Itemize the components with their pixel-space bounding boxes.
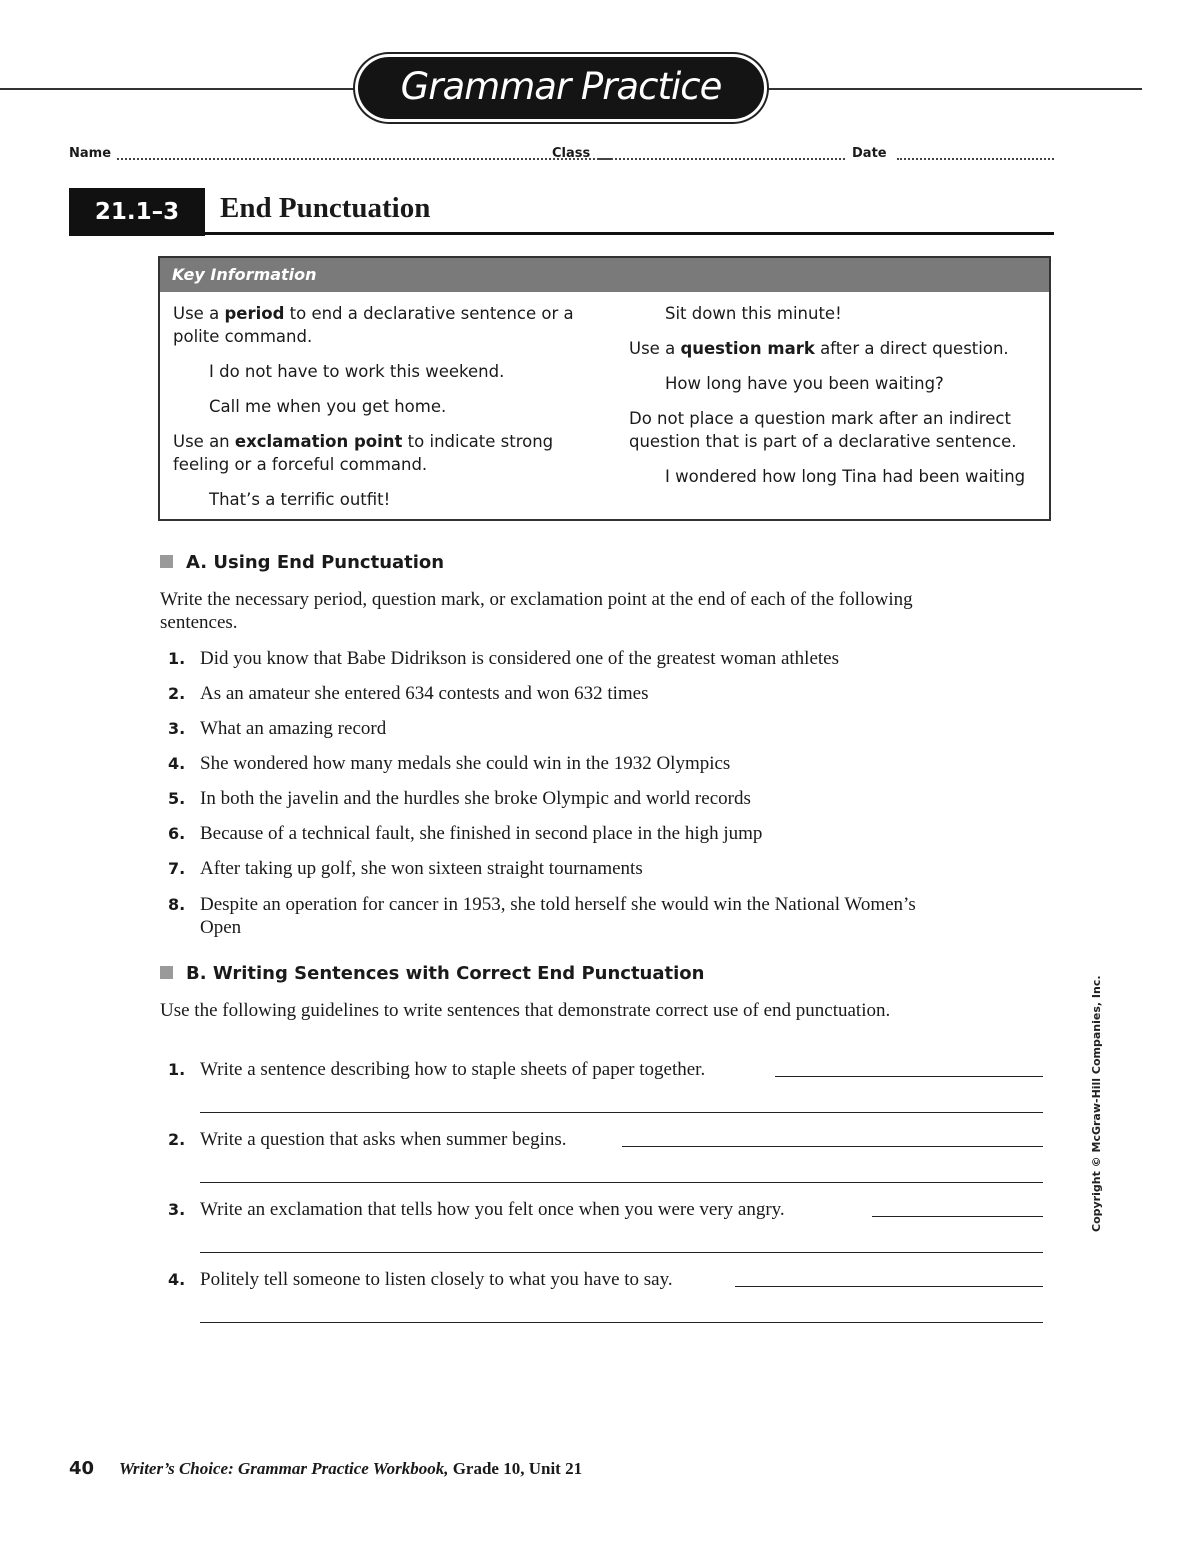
exclamation-term: exclamation point: [234, 432, 403, 451]
part-a-item: [168, 822, 958, 845]
key-left-column: [173, 302, 583, 511]
square-bullet-icon: [160, 966, 173, 979]
answer-line[interactable]: [200, 1322, 1043, 1323]
period-example-1: I do not have to work this weekend.: [209, 362, 505, 381]
item-text: Did you know that Babe Didrikson is considered one of the greatest woman athletes: [200, 648, 839, 669]
item-number: 1.: [168, 1060, 186, 1079]
period-rule-pre: Use a: [173, 304, 225, 323]
exclamation-rule-pre: Use an: [173, 432, 235, 451]
answer-line[interactable]: [775, 1076, 1043, 1077]
question-rule-pre: Use a: [629, 339, 681, 358]
item-number: 3.: [168, 1200, 186, 1219]
item-text: In both the javelin and the hurdles she broke Olympic and world records: [200, 788, 751, 809]
answer-line[interactable]: [735, 1286, 1043, 1287]
answer-line[interactable]: [872, 1216, 1043, 1217]
question-rule: [629, 337, 1047, 360]
period-example-2: Call me when you get home.: [209, 397, 447, 416]
period-rule: [173, 302, 583, 348]
key-right-column: [629, 302, 1047, 488]
item-text: Because of a technical fault, she finished in second place in the high jump: [200, 823, 763, 844]
item-text: Politely tell someone to listen closely to what you have to say.: [200, 1269, 673, 1290]
part-a-item: [168, 647, 958, 670]
item-number: 4.: [168, 754, 186, 773]
part-a-item: [168, 893, 948, 939]
part-a-item: [168, 787, 958, 810]
item-number: 1.: [168, 649, 186, 668]
name-class-date-row: [69, 146, 1054, 166]
item-number: 5.: [168, 789, 186, 808]
item-text: What an amazing record: [200, 718, 387, 739]
exclamation-rule: [173, 430, 583, 476]
class-field[interactable]: [599, 158, 845, 160]
exclamation-rule-post: to indicate strong feeling or a forceful command.: [173, 432, 554, 474]
part-b-instructions: Use the following guidelines to write sentences that demonstrate correct use of end punctuation.: [160, 1000, 891, 1021]
question-rule-post: after a direct question.: [814, 339, 1009, 358]
part-b-item: [168, 1268, 958, 1291]
section-number: 21.1–3: [69, 188, 205, 236]
item-text: Write a sentence describing how to staple sheets of paper together.: [200, 1059, 706, 1080]
part-a-heading-text: A. Using End Punctuation: [186, 552, 445, 573]
part-b-item: [168, 1198, 958, 1221]
indirect-question-example: I wondered how long Tina had been waiting: [665, 467, 1026, 486]
part-b-item: [168, 1128, 958, 1151]
question-example: How long have you been waiting?: [665, 374, 944, 393]
key-information-heading: Key Information: [160, 258, 1049, 292]
section-title: End Punctuation: [220, 192, 431, 224]
name-label: Name: [69, 146, 112, 161]
item-number: 7.: [168, 859, 186, 878]
key-information-box: [158, 256, 1051, 521]
square-bullet-icon: [160, 555, 173, 568]
item-text: After taking up golf, she won sixteen straight tournaments: [200, 858, 643, 879]
item-number: 6.: [168, 824, 186, 843]
item-number: 4.: [168, 1270, 186, 1289]
section-rule: [205, 232, 1054, 235]
footer-citation: [119, 1459, 582, 1479]
grade-unit: Grade 10, Unit 21: [448, 1459, 583, 1478]
item-number: 8.: [168, 895, 186, 914]
period-rule-post: to end a declarative sentence or a polite command.: [173, 304, 574, 346]
question-term: question mark: [680, 339, 815, 358]
item-text: Write a question that asks when summer begins.: [200, 1129, 567, 1150]
item-text: She wondered how many medals she could win in the 1932 Olympics: [200, 753, 731, 774]
part-a-item: [168, 717, 958, 740]
exclamation-example: That’s a terrific outfit!: [209, 490, 391, 509]
name-field[interactable]: [117, 158, 611, 160]
item-number: 2.: [168, 1130, 186, 1149]
class-label: Class: [552, 146, 591, 161]
period-term: period: [224, 304, 285, 323]
part-a-item: [168, 682, 958, 705]
date-label: Date: [852, 146, 887, 161]
answer-line[interactable]: [200, 1182, 1043, 1183]
indirect-question-rule: Do not place a question mark after an indirect question that is part of a declarative sentence.: [629, 409, 1017, 451]
item-text: As an amateur she entered 634 contests and won 632 times: [200, 683, 649, 704]
item-text: Write an exclamation that tells how you felt once when you were very angry.: [200, 1199, 785, 1220]
item-number: 2.: [168, 684, 186, 703]
item-text: Despite an operation for cancer in 1953, she told herself she would win the National Women’s Open: [200, 894, 916, 938]
part-b-heading-text: B. Writing Sentences with Correct End Punctuation: [186, 963, 705, 984]
page-banner: Grammar Practice: [358, 57, 764, 119]
date-field[interactable]: [897, 158, 1054, 160]
part-a-instructions: Write the necessary period, question mark, or exclamation point at the end of each of the following sentences.: [160, 589, 913, 633]
page-number: 40: [69, 1458, 95, 1479]
answer-line[interactable]: [200, 1112, 1043, 1113]
command-example: Sit down this minute!: [665, 304, 842, 323]
answer-line[interactable]: [200, 1252, 1043, 1253]
part-b-heading: [160, 963, 704, 984]
answer-line[interactable]: [622, 1146, 1043, 1147]
book-title: Writer’s Choice: Grammar Practice Workbook,: [119, 1459, 449, 1478]
part-a-item: [168, 752, 958, 775]
part-b-item: [168, 1058, 958, 1081]
copyright-notice: Copyright © McGraw-Hill Companies, Inc.: [1090, 975, 1103, 1232]
part-a-heading: [160, 552, 444, 573]
part-a-item: [168, 857, 958, 880]
item-number: 3.: [168, 719, 186, 738]
